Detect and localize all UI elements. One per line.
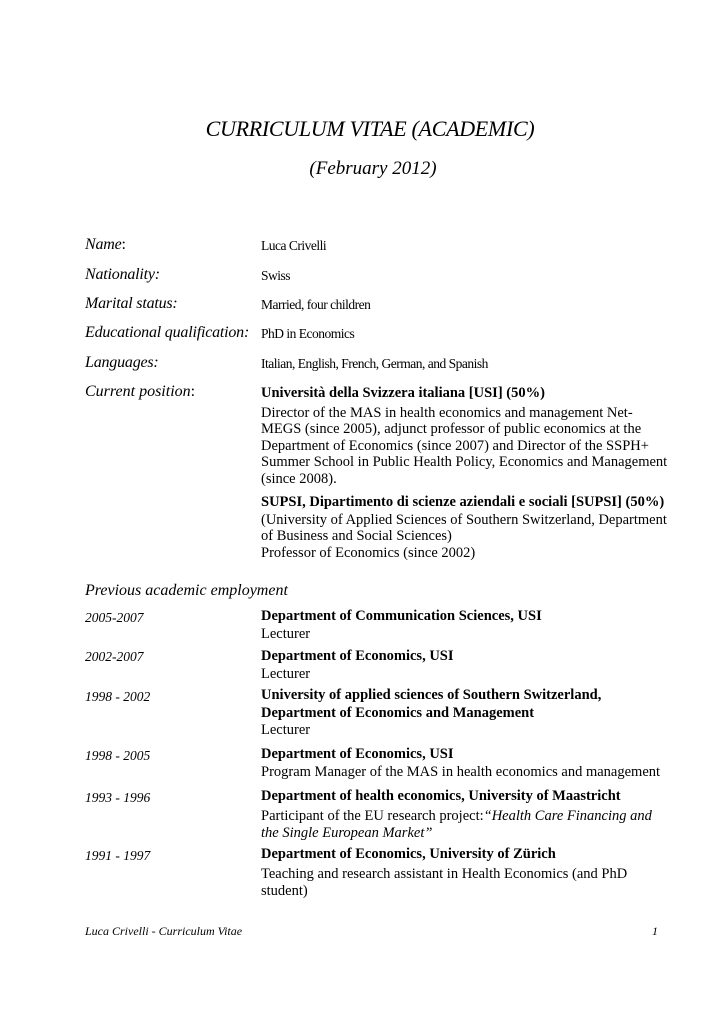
name-label: Name: bbox=[85, 236, 126, 253]
nationality-label: Nationality: bbox=[85, 266, 160, 283]
employment-years: 1993 - 1996 bbox=[85, 790, 151, 805]
employment-years: 1991 - 1997 bbox=[85, 848, 151, 863]
employment-role: Lecturer bbox=[261, 665, 311, 682]
education-label: Educational qualification: bbox=[85, 324, 250, 341]
position-role: Professor of Economics (since 2002) bbox=[261, 544, 476, 561]
document-title: CURRICULUM VITAE (ACADEMIC) bbox=[205, 116, 535, 141]
employment-entry bbox=[261, 687, 661, 740]
footer-text: Luca Crivelli - Curriculum Vitae bbox=[85, 924, 243, 938]
employment-org: Department of Communication Sciences, USI bbox=[261, 608, 542, 624]
marital-status-value: Married, four children bbox=[261, 297, 371, 312]
employment-role: Participant of the EU research project:“Health Care Financing and the Single European Market” bbox=[261, 807, 652, 841]
position-supsi bbox=[261, 494, 671, 561]
employment-entry bbox=[261, 746, 661, 781]
employment-entry bbox=[261, 648, 661, 683]
employment-role: Lecturer bbox=[261, 722, 311, 738]
employment-years: 1998 - 2002 bbox=[85, 689, 151, 704]
employment-role: Teaching and research assistant in Health Economics (and PhD student) bbox=[261, 865, 628, 899]
employment-org: Department of Economics, USI bbox=[261, 746, 454, 762]
employment-entry bbox=[261, 788, 661, 843]
employment-role: Program Manager of the MAS in health economics and management bbox=[261, 763, 661, 780]
name-value: Luca Crivelli bbox=[261, 238, 327, 253]
employment-entry bbox=[261, 846, 661, 901]
employment-role: Lecturer bbox=[261, 625, 311, 642]
employment-years: 2002-2007 bbox=[85, 649, 144, 664]
employment-entry bbox=[261, 608, 661, 643]
position-usi bbox=[261, 385, 671, 488]
languages-value: Italian, English, French, German, and Spanish bbox=[261, 356, 488, 371]
employment-org: Department of Economics, University of Zürich bbox=[261, 846, 556, 862]
document-date: (February 2012) bbox=[309, 158, 437, 179]
position-institution: SUPSI, Dipartimento di scienze aziendali e sociali [SUPSI] (50%) bbox=[261, 494, 665, 510]
marital-status-label: Marital status: bbox=[85, 295, 178, 312]
employment-org: Department of health economics, University of Maastricht bbox=[261, 788, 621, 804]
languages-label: Languages: bbox=[85, 354, 159, 371]
employment-org: University of applied sciences of Southern Switzerland, Department of Economics and Management bbox=[261, 687, 602, 721]
current-position-label: Current position: bbox=[85, 383, 196, 400]
position-description: Director of the MAS in health economics and management Net-MEGS (since 2005), adjunct professor of public economics at the Department of Economics (since 2007) and Director of the SSPH+ Summer School in Public Health Policy, Economics and Management (since 2008). bbox=[261, 404, 668, 487]
education-value: PhD in Economics bbox=[261, 326, 355, 341]
employment-years: 2005-2007 bbox=[85, 610, 144, 625]
page-number: 1 bbox=[652, 924, 658, 938]
position-institution: Università della Svizzera italiana [USI] (50%) bbox=[261, 385, 545, 401]
previous-employment-heading: Previous academic employment bbox=[85, 582, 288, 599]
nationality-value: Swiss bbox=[261, 268, 291, 283]
employment-org: Department of Economics, USI bbox=[261, 648, 454, 664]
position-description: (University of Applied Sciences of Southern Switzerland, Department of Business and Social Sciences) bbox=[261, 511, 667, 545]
employment-years: 1998 - 2005 bbox=[85, 748, 151, 763]
